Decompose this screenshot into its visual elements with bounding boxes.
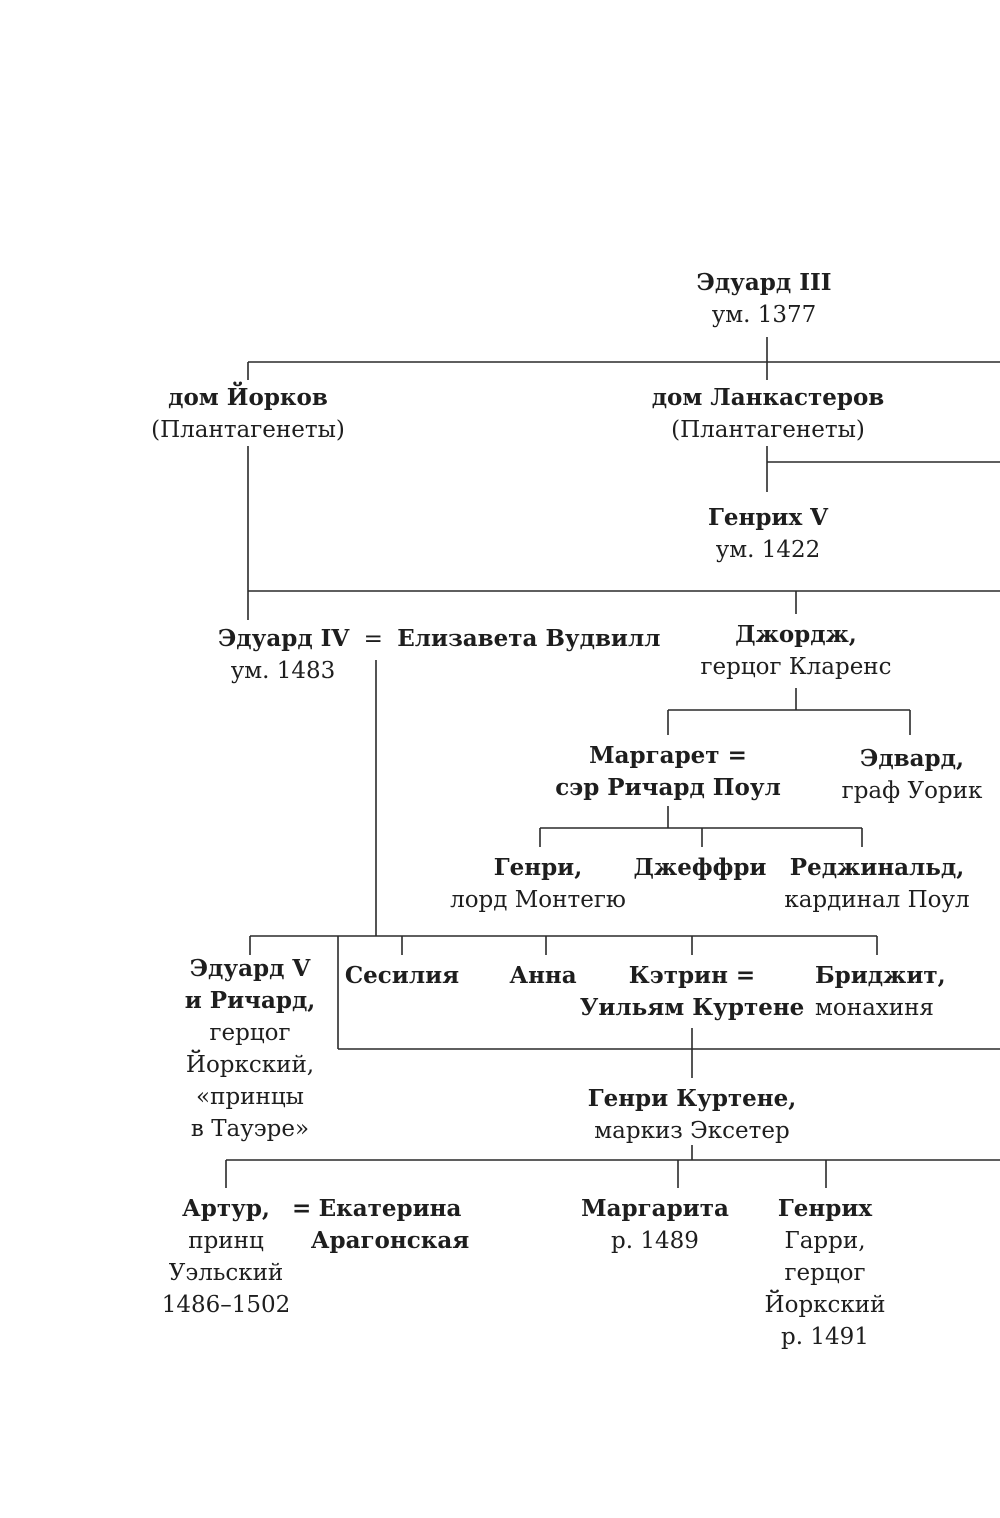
catherine-courtenay-node bbox=[580, 960, 805, 1024]
bridget-node bbox=[815, 960, 946, 1024]
arthur-marriage-sign: = bbox=[292, 1195, 312, 1222]
princes-line1: Эдуард V bbox=[189, 955, 311, 982]
princes-line5: «принцы bbox=[196, 1084, 304, 1110]
margarita-node bbox=[581, 1193, 729, 1257]
geoffrey-name: Джеффри bbox=[633, 854, 767, 881]
catherine-aragon-line2: Арагонская bbox=[310, 1227, 470, 1254]
anne-name: Анна bbox=[509, 962, 577, 989]
reginald-node bbox=[784, 852, 969, 916]
bridget-title: монахиня bbox=[815, 995, 934, 1021]
catherine-aragon-line1: Екатерина bbox=[318, 1195, 462, 1222]
princes-in-tower-node bbox=[185, 953, 316, 1145]
henry-harry-name: Генрих bbox=[777, 1195, 873, 1222]
edward-warwick-name: Эдвард, bbox=[860, 745, 964, 772]
house-york-dynasty: (Плантагенеты) bbox=[151, 417, 345, 443]
henry-courtenay-title: маркиз Экcетер bbox=[594, 1118, 790, 1144]
reginald-title: кардинал Поул bbox=[784, 887, 970, 913]
catherine-aragon-node bbox=[311, 1193, 470, 1257]
henry-harry-node bbox=[765, 1193, 886, 1353]
george-clarence-node bbox=[700, 619, 891, 683]
henry-v-name: Генрих V bbox=[707, 504, 829, 531]
princes-line6: в Тауэре» bbox=[190, 1116, 310, 1142]
edward-iii-death: ум. 1377 bbox=[711, 302, 817, 328]
arthur-line2: принц bbox=[188, 1228, 264, 1254]
house-lancaster-node bbox=[652, 382, 885, 446]
arthur-line3: Уэльский bbox=[168, 1260, 284, 1286]
house-york-name: дом Йорков bbox=[168, 384, 328, 411]
edward-iii-name: Эдуард III bbox=[696, 269, 832, 296]
george-name: Джордж, bbox=[735, 621, 857, 648]
edward-warwick-title: граф Уорик bbox=[841, 778, 983, 804]
edward-iii-node bbox=[697, 267, 832, 331]
edward-iv-death: ум. 1483 bbox=[230, 658, 336, 684]
margaret-line: Маргарет = bbox=[589, 742, 747, 769]
catherine-line: Кэтрин = bbox=[628, 962, 756, 989]
henry-courtenay-name: Генри Куртене, bbox=[587, 1085, 797, 1112]
elizabeth-woodville-name: Елизавета Вудвилл bbox=[397, 625, 661, 652]
arthur-node bbox=[162, 1193, 291, 1321]
henry-v-death: ум. 1422 bbox=[715, 537, 821, 563]
arthur-years: 1486–1502 bbox=[161, 1292, 291, 1318]
princes-line2: и Ричард, bbox=[184, 987, 316, 1014]
edward-iv-name: Эдуард IV bbox=[218, 625, 350, 652]
henry-harry-line4: Йоркский bbox=[764, 1292, 886, 1318]
henry-harry-birth: р. 1491 bbox=[781, 1324, 869, 1350]
margarita-birth: р. 1489 bbox=[611, 1228, 699, 1254]
house-lancaster-dynasty: (Плантагенеты) bbox=[671, 417, 865, 443]
henry-v-node bbox=[708, 502, 828, 566]
edward-warwick-node bbox=[842, 743, 983, 807]
princes-line3: герцог bbox=[209, 1020, 291, 1046]
edward-iv-node bbox=[218, 623, 660, 655]
house-lancaster-name: дом Ланкастеров bbox=[651, 384, 885, 411]
richard-pole-line: сэр Ричард Поул bbox=[555, 774, 781, 801]
arthur-name: Артур, bbox=[182, 1195, 270, 1222]
henry-montagu-node bbox=[450, 852, 626, 916]
bridget-name: Бриджит, bbox=[815, 962, 946, 989]
george-title: герцог Кларенс bbox=[700, 654, 892, 680]
marriage-sign: = bbox=[363, 626, 383, 652]
henry-harry-line3: герцог bbox=[784, 1260, 866, 1286]
margarita-name: Маргарита bbox=[581, 1195, 729, 1222]
william-courtenay-line: Уильям Куртене bbox=[579, 994, 805, 1021]
princes-line4: Йоркский, bbox=[185, 1052, 315, 1078]
cecily-name: Сесилия bbox=[344, 962, 460, 989]
house-york-node bbox=[151, 382, 345, 446]
henry-montagu-name: Генри, bbox=[493, 854, 583, 881]
reginald-name: Реджинальд, bbox=[789, 854, 965, 881]
henry-montagu-title: лорд Монтегю bbox=[450, 887, 626, 913]
margaret-pole-node bbox=[555, 740, 781, 804]
henry-harry-line2: Гарри, bbox=[784, 1228, 866, 1254]
henry-courtenay-node bbox=[588, 1083, 797, 1147]
